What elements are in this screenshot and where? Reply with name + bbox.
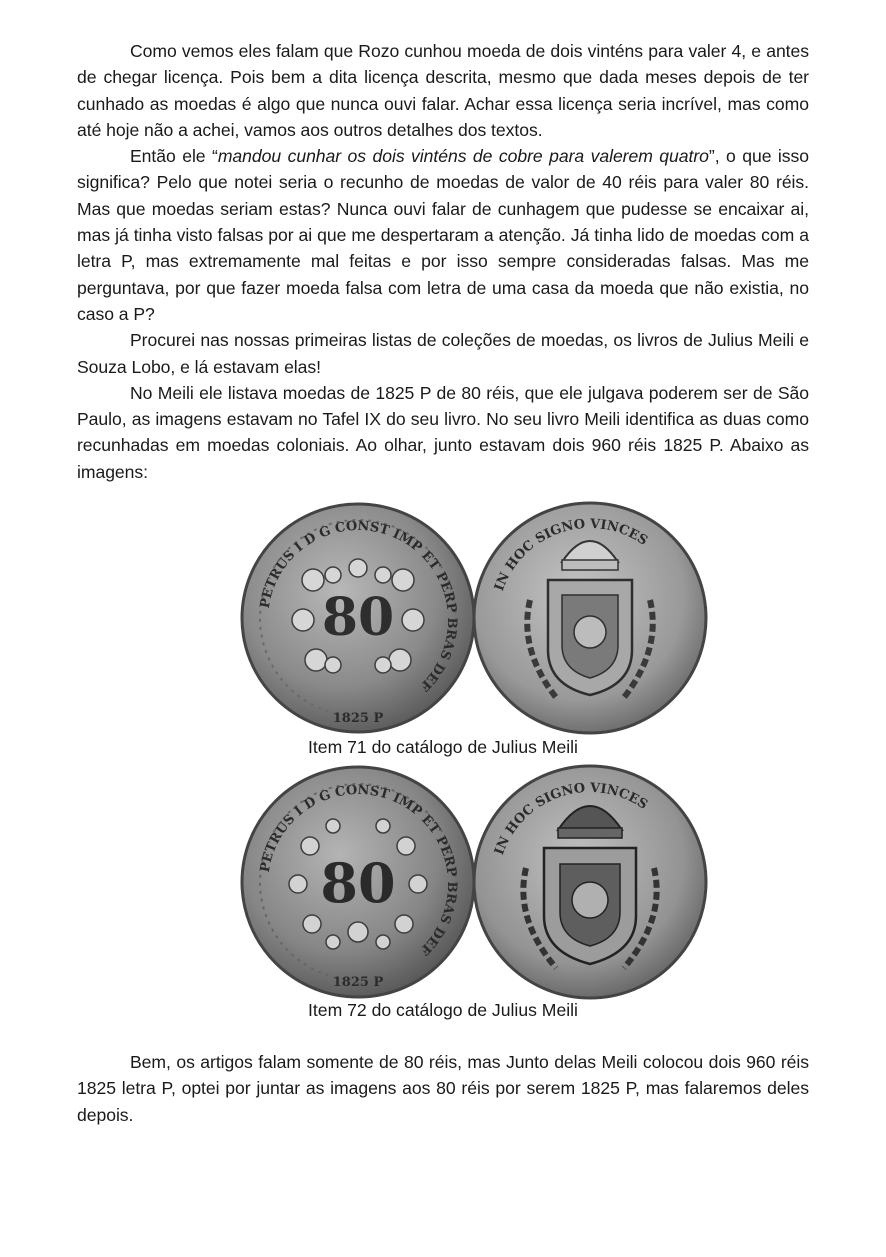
coin-72-legend: PETRUS I D G CONST IMP ET PERP BRAS DEF: [257, 782, 460, 958]
coin-71-reverse-legend: IN HOC SIGNO VINCES: [492, 516, 651, 593]
coin-72-value: 80: [320, 851, 396, 915]
paragraph-1: Como vemos eles falam que Rozo cunhou moeda de dois vinténs para valer 4, e antes de chegar licença. Pois bem a dita licença descrita, mesmo que dada meses depois de ter cunhado as moedas é algo que nunca ouvi falar. Achar essa licença seria incrível, mas como até hoje não a achei, vamos aos outros detalhes dos textos.: [77, 41, 809, 140]
coin-71-legend: PETRUS I D G CONST IMP ET PERP BRAS DEF: [257, 518, 460, 694]
caption-item-71: Item 71 do catálogo de Julius Meili: [308, 737, 578, 757]
document-page: [77, 38, 809, 485]
paragraph-2: [77, 143, 809, 327]
coin-71-value: 80: [321, 587, 395, 648]
coin-71-date: 1825 P: [332, 711, 384, 726]
coin-71-reverse: [470, 500, 710, 740]
paragraph-2-end: ”, o que isso significa? Pelo que notei seria o recunho de moedas de valor de 40 réis para valer 80 réis. Mas que moedas seriam estas? Nunca ouvi falar de cunhagem que pudesse se encaixar ai, mas já tinha visto falsas por ai que me despertaram a atenção. Já tinha lido de moedas com a letra P, mas extremamente mal feitas e por isso sempre consideradas falsas. Mas me perguntava, por que fazer moeda falsa com letra de uma casa da moeda que não existia, no caso a P?: [77, 146, 809, 324]
paragraph-2-start: Então ele “: [130, 146, 218, 167]
coin-71-obverse: [238, 500, 478, 740]
coin-72-reverse-legend: IN HOC SIGNO VINCES: [492, 780, 651, 857]
paragraph-4: No Meili ele listava moedas de 1825 P de 80 réis, que ele julgava poderem ser de São Paulo, as imagens estavam no Tafel IX do seu livro. No seu livro Meili identifica as duas como recunhadas em moedas coloniais. Ao olhar, junto estavam dois 960 réis 1825 P. Abaixo as imagens:: [77, 382, 809, 482]
coin-72-reverse: [470, 764, 710, 1004]
coin-72-date: 1825 P: [332, 975, 384, 990]
paragraph-3: Procurei nas nossas primeiras listas de coleções de moedas, os livros de Julius Meili e Souza Lobo, e lá estavam elas!: [77, 330, 809, 377]
caption-item-72: Item 72 do catálogo de Julius Meili: [308, 1000, 578, 1020]
paragraph-2-quote: mandou cunhar os dois vinténs de cobre para valerem quatro: [217, 146, 709, 167]
document-page-end: [77, 1049, 809, 1128]
coin-72-obverse: [238, 764, 478, 1004]
paragraph-5: Bem, os artigos falam somente de 80 réis, mas Junto delas Meili colocou dois 960 réis 1825 letra P, optei por juntar as imagens aos 80 réis por serem 1825 P, mas falaremos deles depois.: [77, 1052, 809, 1125]
